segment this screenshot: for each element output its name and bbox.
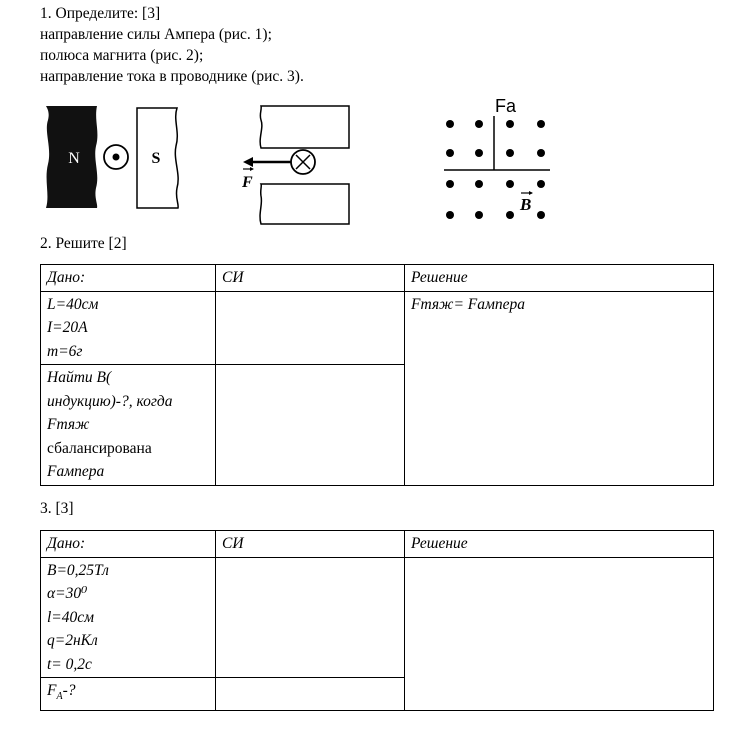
find-line-1: Найти В(	[47, 369, 112, 386]
task3-table	[40, 530, 714, 711]
solution-cell	[405, 291, 714, 485]
find-line-2: индукцию)-?, когда	[47, 392, 173, 410]
task1-block	[40, 3, 304, 87]
given-angle: α=30⁰	[47, 585, 88, 602]
force-arrow-head	[243, 157, 253, 167]
given-charge: q=2нКл	[47, 632, 98, 649]
si-header: СИ	[216, 265, 405, 292]
given-header: Дано:	[41, 531, 216, 558]
solution-header: Решение	[405, 265, 714, 292]
figure-3	[440, 92, 555, 226]
find-line-5: Fампера	[47, 463, 105, 480]
magnet-bottom-shape	[260, 184, 349, 224]
find-cell	[41, 365, 216, 486]
figure-1	[40, 100, 190, 212]
north-pole-label: N	[68, 150, 80, 167]
solution-cell	[405, 557, 714, 710]
solution-equation: Fтяж= Fампера	[411, 295, 526, 313]
find-force-subscript: А	[56, 691, 63, 703]
task1-line-current: направление тока в проводнике (рис. 3).	[40, 68, 304, 85]
task1-line-ampere: направление силы Ампера (рис. 1);	[40, 26, 272, 43]
task1-title: 1. Определите: [3]	[40, 5, 161, 22]
si-header: СИ	[216, 531, 405, 558]
given-time: t= 0,2с	[47, 655, 92, 673]
given-current: I=20А	[47, 319, 88, 336]
current-dot	[113, 154, 120, 161]
task1-line-poles: полюса магнита (рис. 2);	[40, 47, 204, 64]
solution-header: Решение	[405, 531, 714, 558]
given-length: L=40см	[47, 295, 99, 313]
given-mass: m=6г	[47, 342, 83, 360]
task3-heading: 3. [3]	[40, 500, 74, 517]
find-question: -?	[62, 682, 76, 699]
given-header: Дано:	[41, 265, 216, 292]
magnet-top-shape	[260, 106, 349, 148]
si-cell-find	[216, 678, 405, 711]
field-label: B	[520, 195, 532, 214]
find-cell	[41, 678, 216, 711]
si-cell	[216, 557, 405, 678]
given-cell	[41, 291, 216, 365]
find-force: F	[47, 682, 57, 699]
si-cell	[216, 291, 405, 365]
given-length: l=40см	[47, 608, 95, 626]
find-line-3: Fтяж	[47, 416, 90, 433]
force-vector-bar-tip	[250, 167, 254, 171]
force-label: F	[242, 174, 253, 191]
south-pole-label: S	[151, 150, 161, 167]
task2-heading: 2. Решите [2]	[40, 235, 127, 252]
si-cell-find	[216, 365, 405, 486]
find-line-4: сбалансирована	[47, 439, 152, 457]
figure-2	[235, 100, 360, 228]
given-induction: B=0,25Тл	[47, 561, 109, 579]
given-cell	[41, 557, 216, 678]
ampere-force-label: Fa	[495, 96, 517, 116]
task2-table	[40, 264, 714, 486]
